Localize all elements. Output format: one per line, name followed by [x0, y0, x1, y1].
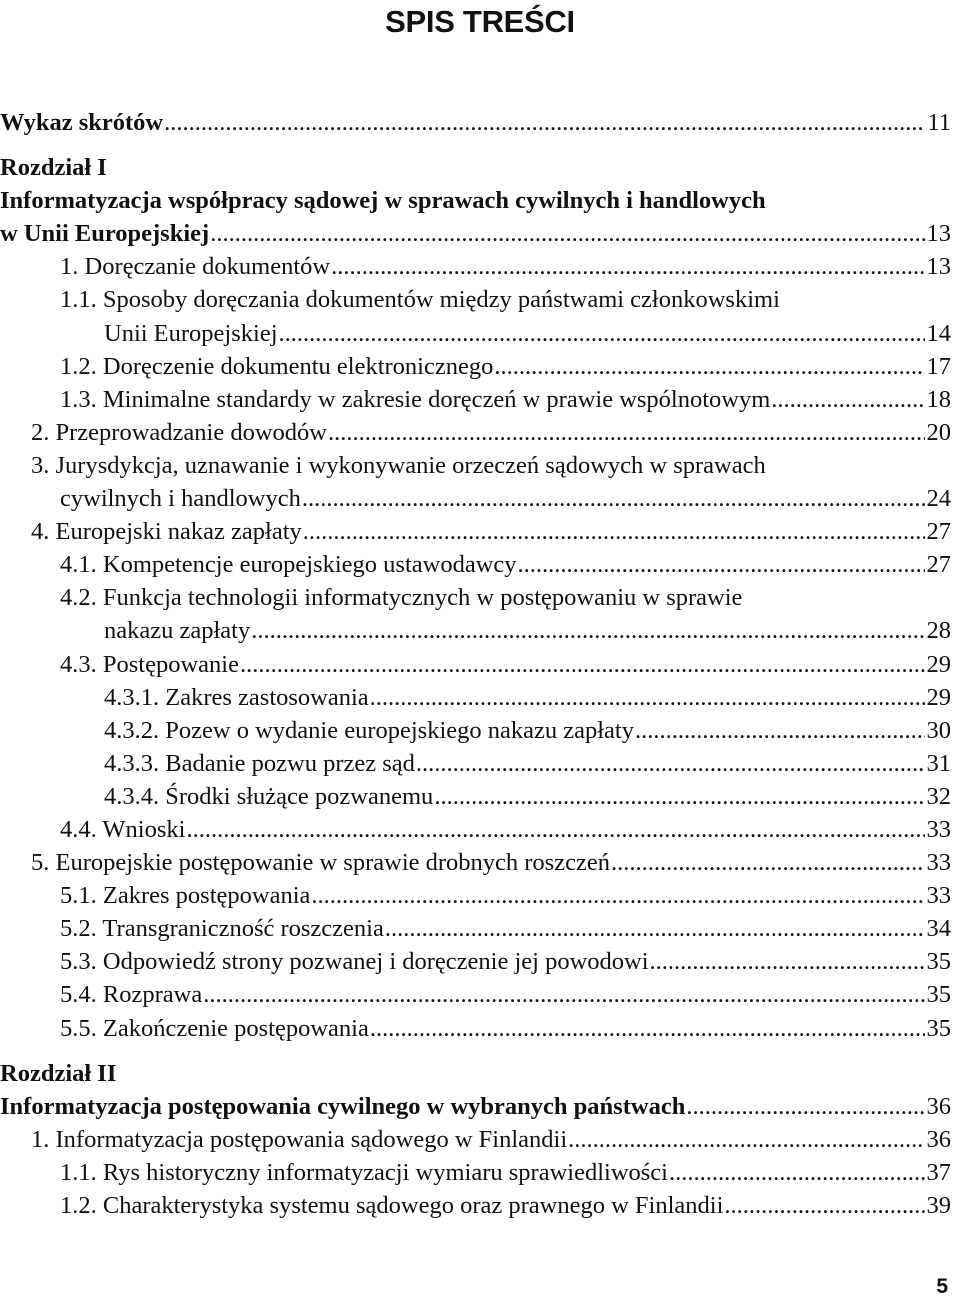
toc-entry-title: nakazu zapłaty: [104, 617, 251, 645]
toc-entry-s5-4: [0, 978, 960, 1011]
toc-entry-s1: [0, 250, 960, 283]
toc-page-number: 33: [926, 882, 951, 910]
toc-entry-title: 2. Przeprowadzanie dowodów: [31, 418, 327, 446]
toc-page-number: 18: [926, 385, 951, 413]
toc-entry-title: 4.3.1. Zakres zastosowania: [104, 683, 369, 711]
toc-entry-s4-3-4: [0, 780, 960, 813]
toc-entry-title: Wykaz skrótów: [0, 109, 164, 136]
toc-entry-s5-3: [0, 945, 960, 978]
toc-page-number: 35: [926, 948, 951, 976]
toc-entry-title: 1. Doręczanie dokumentów: [60, 253, 331, 281]
toc-entry-title: cywilnych i handlowych: [60, 485, 301, 513]
dot-leader: [568, 1123, 924, 1156]
dot-leader: [650, 945, 925, 978]
dot-leader: [331, 250, 924, 283]
toc-page-number: 35: [926, 1014, 951, 1042]
toc-page-number: 30: [926, 716, 951, 744]
toc-entry-title: 1.2. Charakterystyka systemu sądowego oraz prawnego w Finlandii: [60, 1192, 724, 1219]
dot-leader: [494, 350, 924, 383]
toc-entry-title: 4.3.4. Środki służące pozwanemu: [104, 782, 434, 810]
toc-page-number: 11: [927, 109, 951, 136]
page-title: SPIS TREŚCI: [385, 4, 575, 39]
toc-page-number: 20: [926, 418, 951, 446]
toc-page-number: 27: [926, 518, 951, 546]
toc-page-number: 39: [926, 1192, 951, 1219]
toc-entry-title: 5. Europejskie postępowanie w sprawie drobnych roszczeń: [31, 849, 610, 877]
toc-entry-c2s1-1: [0, 1156, 960, 1189]
toc-entry-s4-2b: [0, 614, 960, 647]
toc-page-number: 14: [926, 319, 951, 347]
dot-leader: [434, 780, 924, 813]
toc-entry-title: 5.3. Odpowiedź strony pozwanej i doręczenie jej powodowi: [60, 948, 649, 976]
toc-page-number: 35: [926, 981, 951, 1009]
table-of-contents: [0, 106, 960, 1222]
dot-leader: [210, 217, 924, 250]
toc-entry-title: Informatyzacja współpracy sądowej w sprawach cywilnych i handlowych: [0, 187, 766, 215]
toc-entry-title: Informatyzacja postępowania cywilnego w wybranych państwach: [0, 1092, 686, 1120]
dot-leader: [311, 879, 924, 912]
dot-leader: [302, 482, 925, 515]
toc-entry-s4-3-3: [0, 747, 960, 780]
toc-page-number: 28: [926, 617, 951, 645]
dot-leader: [518, 548, 925, 581]
toc-entry-s1-3: [0, 383, 960, 416]
dot-leader: [385, 912, 925, 945]
toc-entry-s5-1: [0, 879, 960, 912]
toc-entry-title: 5.2. Transgraniczność roszczenia: [60, 915, 384, 943]
dot-leader: [771, 383, 924, 416]
toc-page-number: 24: [926, 485, 951, 513]
dot-leader: [635, 714, 925, 747]
toc-entry-title: 3. Jurysdykcja, uznawanie i wykonywanie orzeczeń sądowych w sprawach: [31, 451, 766, 479]
toc-entry-title: Rozdział I: [0, 154, 107, 182]
dot-leader: [279, 317, 925, 350]
toc-entry-s3b: [0, 482, 960, 515]
toc-entry-c2s1: [0, 1123, 960, 1156]
dot-leader: [724, 1189, 924, 1222]
toc-entry-title: 5.4. Rozprawa: [60, 981, 203, 1009]
dot-leader: [203, 978, 924, 1011]
dot-leader: [611, 846, 925, 879]
toc-entry-title: w Unii Europejskiej: [0, 220, 210, 248]
toc-entry-title: 4.3.3. Badanie pozwu przez sąd: [104, 749, 415, 777]
toc-entry-title: 4.4. Wnioski: [60, 815, 186, 843]
toc-entry-s4-3-2: [0, 714, 960, 747]
toc-entry-title: 5.5. Zakończenie postępowania: [60, 1014, 369, 1042]
toc-entry-s4-4: [0, 813, 960, 846]
toc-entry-s4-3-1: [0, 681, 960, 714]
toc-entry-title: Rozdział II: [0, 1059, 117, 1087]
page-number: 5: [936, 1275, 948, 1298]
dot-leader: [686, 1090, 924, 1123]
dot-leader: [669, 1156, 925, 1189]
toc-page-number: 37: [926, 1158, 951, 1186]
toc-entry-title: 1.2. Doręczenie dokumentu elektronicznego: [60, 352, 494, 380]
dot-leader: [303, 515, 925, 548]
toc-entry-s2: [0, 416, 960, 449]
dot-leader: [370, 1012, 925, 1045]
toc-entry-ch1-title-a: [0, 184, 960, 217]
toc-entry-title: 4.3.2. Pozew o wydanie europejskiego nakazu zapłaty: [104, 716, 634, 744]
toc-entry-ch2-label: [0, 1057, 960, 1090]
toc-entry-s4-3: [0, 648, 960, 681]
toc-page-number: 32: [926, 782, 951, 810]
toc-entry-ch1-label: [0, 151, 960, 184]
toc-entry-title: 1.1. Rys historyczny informatyzacji wymiaru sprawiedliwości: [60, 1158, 668, 1186]
toc-page-number: 33: [926, 849, 951, 877]
toc-entry-title: 4.3. Postępowanie: [60, 650, 239, 678]
toc-entry-s1-1b: [0, 317, 960, 350]
toc-entry-s1-2: [0, 350, 960, 383]
toc-entry-s5-5: [0, 1012, 960, 1045]
dot-leader: [186, 813, 924, 846]
toc-page-number: 27: [926, 551, 951, 579]
toc-entry-title: 4.2. Funkcja technologii informatycznych w postępowaniu w sprawie: [60, 584, 743, 612]
toc-entry-s1-1a: [0, 283, 960, 316]
toc-entry-c2s1-2: [0, 1189, 960, 1222]
toc-page-number: 13: [926, 253, 951, 281]
toc-entry-abbr: [0, 106, 960, 139]
toc-entry-ch2-title: [0, 1090, 960, 1123]
toc-page-number: 29: [926, 683, 951, 711]
toc-page-number: 31: [926, 749, 951, 777]
toc-entry-s5-2: [0, 912, 960, 945]
toc-entry-title: 4.1. Kompetencje europejskiego ustawodawcy: [60, 551, 517, 579]
toc-entry-title: Unii Europejskiej: [104, 319, 278, 347]
toc-page-number: 36: [926, 1092, 951, 1120]
toc-entry-s4-1: [0, 548, 960, 581]
toc-entry-s4-2a: [0, 581, 960, 614]
dot-leader: [416, 747, 925, 780]
dot-leader: [251, 614, 924, 647]
toc-page-number: 34: [926, 915, 951, 943]
toc-entry-title: 5.1. Zakres postępowania: [60, 882, 311, 910]
dot-leader: [164, 106, 925, 139]
dot-leader: [328, 416, 925, 449]
toc-entry-title: 4. Europejski nakaz zapłaty: [31, 518, 302, 546]
toc-page-number: 13: [926, 220, 951, 248]
toc-entry-s4: [0, 515, 960, 548]
toc-entry-ch1-title-b: [0, 217, 960, 250]
dot-leader: [240, 648, 925, 681]
toc-page-number: 17: [926, 352, 951, 380]
toc-entry-s3a: [0, 449, 960, 482]
toc-entry-title: 1. Informatyzacja postępowania sądowego w Finlandii: [31, 1125, 568, 1153]
toc-page-number: 36: [926, 1125, 951, 1153]
toc-entry-title: 1.3. Minimalne standardy w zakresie doręczeń w prawie wspólnotowym: [60, 385, 771, 413]
toc-entry-title: 1.1. Sposoby doręczania dokumentów między państwami członkowskimi: [60, 286, 780, 314]
toc-page-number: 33: [926, 815, 951, 843]
dot-leader: [370, 681, 925, 714]
toc-page-number: 29: [926, 650, 951, 678]
toc-entry-s5: [0, 846, 960, 879]
